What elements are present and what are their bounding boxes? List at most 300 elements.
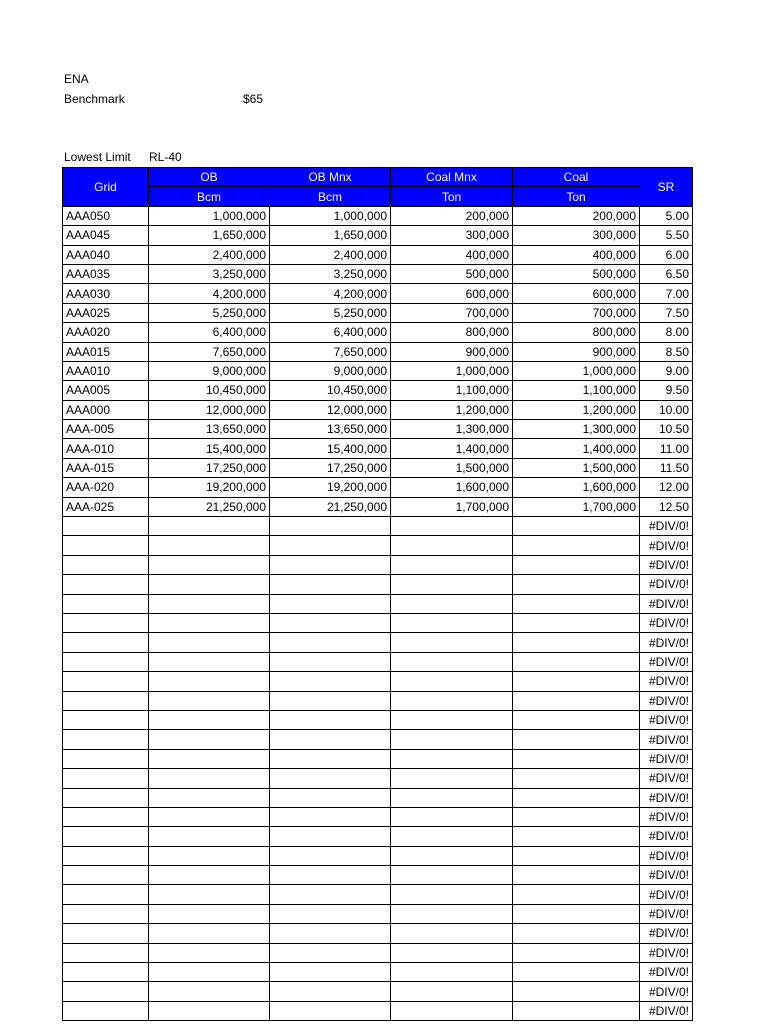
cell-coal-mnx xyxy=(391,769,513,788)
cell-coal-mnx: 1,600,000 xyxy=(391,478,513,497)
cell-ob-mnx: 1,000,000 xyxy=(270,206,391,225)
table-row xyxy=(63,730,693,749)
cell-sr: #DIV/0! xyxy=(640,866,693,885)
cell-grid: AAA005 xyxy=(63,381,149,400)
table-row xyxy=(63,264,693,283)
cell-coal: 400,000 xyxy=(513,245,640,264)
cell-coal xyxy=(513,613,640,632)
cell-coal-mnx xyxy=(391,594,513,613)
cell-grid xyxy=(63,555,149,574)
cell-coal-mnx xyxy=(391,1001,513,1020)
col-header-sr: SR xyxy=(640,168,693,207)
cell-coal xyxy=(513,517,640,536)
table-row xyxy=(63,710,693,729)
table-row xyxy=(63,885,693,904)
table-row xyxy=(63,517,693,536)
cell-coal: 900,000 xyxy=(513,342,640,361)
cell-grid: AAA-010 xyxy=(63,439,149,458)
cell-coal-mnx: 300,000 xyxy=(391,226,513,245)
cell-ob xyxy=(149,710,270,729)
cell-coal: 600,000 xyxy=(513,284,640,303)
cell-grid xyxy=(63,672,149,691)
cell-grid xyxy=(63,594,149,613)
cell-ob-mnx xyxy=(270,885,391,904)
cell-coal xyxy=(513,885,640,904)
cell-ob-mnx: 4,200,000 xyxy=(270,284,391,303)
cell-ob-mnx xyxy=(270,827,391,846)
unit-ob: Bcm xyxy=(149,187,270,206)
cell-grid: AAA-020 xyxy=(63,478,149,497)
col-header-coal-mnx: Coal Mnx xyxy=(391,168,513,187)
cell-ob-mnx xyxy=(270,904,391,923)
cell-grid xyxy=(63,924,149,943)
unit-coal: Ton xyxy=(513,187,640,206)
cell-coal xyxy=(513,788,640,807)
cell-sr: #DIV/0! xyxy=(640,943,693,962)
cell-coal: 1,300,000 xyxy=(513,420,640,439)
cell-ob: 1,650,000 xyxy=(149,226,270,245)
cell-ob-mnx xyxy=(270,846,391,865)
cell-coal-mnx xyxy=(391,866,513,885)
cell-coal: 500,000 xyxy=(513,264,640,283)
cell-ob-mnx: 15,400,000 xyxy=(270,439,391,458)
cell-coal xyxy=(513,749,640,768)
cell-ob xyxy=(149,575,270,594)
cell-ob xyxy=(149,788,270,807)
cell-ob xyxy=(149,594,270,613)
header-row-units xyxy=(63,187,693,206)
cell-sr: 7.00 xyxy=(640,284,693,303)
cell-ob: 2,400,000 xyxy=(149,245,270,264)
cell-ob-mnx xyxy=(270,749,391,768)
cell-ob-mnx xyxy=(270,769,391,788)
table-row xyxy=(63,749,693,768)
cell-coal-mnx: 1,400,000 xyxy=(391,439,513,458)
cell-grid xyxy=(63,691,149,710)
table-row xyxy=(63,924,693,943)
cell-sr: #DIV/0! xyxy=(640,575,693,594)
cell-grid: AAA025 xyxy=(63,303,149,322)
cell-coal-mnx xyxy=(391,691,513,710)
cell-coal-mnx xyxy=(391,633,513,652)
col-header-ob: OB xyxy=(149,168,270,187)
cell-coal: 1,500,000 xyxy=(513,458,640,477)
cell-sr: #DIV/0! xyxy=(640,827,693,846)
table-row xyxy=(63,769,693,788)
table-row xyxy=(63,672,693,691)
cell-coal-mnx xyxy=(391,807,513,826)
cell-ob: 4,200,000 xyxy=(149,284,270,303)
cell-ob xyxy=(149,749,270,768)
cell-grid xyxy=(63,749,149,768)
cell-sr: #DIV/0! xyxy=(640,672,693,691)
cell-sr: #DIV/0! xyxy=(640,633,693,652)
cell-sr: 8.50 xyxy=(640,342,693,361)
cell-ob xyxy=(149,904,270,923)
cell-ob: 17,250,000 xyxy=(149,458,270,477)
cell-grid: AAA050 xyxy=(63,206,149,225)
benchmark-label: Benchmark xyxy=(64,92,125,106)
cell-grid: AAA010 xyxy=(63,361,149,380)
cell-ob: 10,450,000 xyxy=(149,381,270,400)
cell-grid xyxy=(63,710,149,729)
cell-sr: #DIV/0! xyxy=(640,691,693,710)
table-row xyxy=(63,904,693,923)
cell-sr: #DIV/0! xyxy=(640,904,693,923)
table-row xyxy=(63,982,693,1001)
cell-coal: 1,000,000 xyxy=(513,361,640,380)
cell-ob-mnx xyxy=(270,943,391,962)
cell-coal-mnx: 1,000,000 xyxy=(391,361,513,380)
table-row xyxy=(63,652,693,671)
cell-sr: 7.50 xyxy=(640,303,693,322)
cell-grid: AAA035 xyxy=(63,264,149,283)
cell-coal-mnx: 1,700,000 xyxy=(391,497,513,516)
cell-coal xyxy=(513,730,640,749)
table-row xyxy=(63,943,693,962)
cell-coal xyxy=(513,807,640,826)
cell-grid xyxy=(63,652,149,671)
cell-coal-mnx xyxy=(391,517,513,536)
cell-ob-mnx: 2,400,000 xyxy=(270,245,391,264)
table-row xyxy=(63,303,693,322)
table-row xyxy=(63,827,693,846)
cell-grid xyxy=(63,943,149,962)
cell-coal-mnx: 1,300,000 xyxy=(391,420,513,439)
cell-ob-mnx xyxy=(270,672,391,691)
cell-ob xyxy=(149,536,270,555)
cell-coal xyxy=(513,904,640,923)
cell-grid xyxy=(63,633,149,652)
cell-sr: #DIV/0! xyxy=(640,730,693,749)
cell-coal xyxy=(513,827,640,846)
cell-ob xyxy=(149,885,270,904)
cell-ob-mnx xyxy=(270,517,391,536)
cell-coal-mnx xyxy=(391,672,513,691)
cell-coal xyxy=(513,652,640,671)
cell-grid xyxy=(63,885,149,904)
cell-coal xyxy=(513,710,640,729)
table-row xyxy=(63,206,693,225)
cell-ob-mnx xyxy=(270,575,391,594)
cell-ob-mnx: 17,250,000 xyxy=(270,458,391,477)
cell-coal-mnx xyxy=(391,943,513,962)
cell-sr: #DIV/0! xyxy=(640,885,693,904)
cell-coal-mnx: 900,000 xyxy=(391,342,513,361)
table-row xyxy=(63,691,693,710)
cell-sr: #DIV/0! xyxy=(640,982,693,1001)
table-row xyxy=(63,633,693,652)
cell-coal xyxy=(513,924,640,943)
cell-coal-mnx: 1,200,000 xyxy=(391,400,513,419)
cell-coal xyxy=(513,982,640,1001)
table-row xyxy=(63,497,693,516)
cell-ob xyxy=(149,807,270,826)
cell-grid: AAA-005 xyxy=(63,420,149,439)
cell-ob: 19,200,000 xyxy=(149,478,270,497)
cell-sr: #DIV/0! xyxy=(640,517,693,536)
cell-coal-mnx xyxy=(391,904,513,923)
cell-coal-mnx xyxy=(391,846,513,865)
cell-ob-mnx xyxy=(270,963,391,982)
cell-coal-mnx: 1,500,000 xyxy=(391,458,513,477)
cell-grid xyxy=(63,904,149,923)
cell-ob-mnx xyxy=(270,710,391,729)
cell-grid: AAA-025 xyxy=(63,497,149,516)
cell-coal-mnx xyxy=(391,536,513,555)
cell-coal-mnx: 500,000 xyxy=(391,264,513,283)
cell-coal xyxy=(513,536,640,555)
cell-sr: 12.50 xyxy=(640,497,693,516)
table-row xyxy=(63,478,693,497)
cell-ob-mnx xyxy=(270,633,391,652)
entity-label: ENA xyxy=(64,72,89,86)
cell-ob: 5,250,000 xyxy=(149,303,270,322)
cell-coal xyxy=(513,769,640,788)
cell-grid xyxy=(63,769,149,788)
cell-ob-mnx xyxy=(270,691,391,710)
cell-ob-mnx xyxy=(270,613,391,632)
cell-ob xyxy=(149,633,270,652)
cell-sr: 6.00 xyxy=(640,245,693,264)
cell-ob xyxy=(149,827,270,846)
cell-coal: 800,000 xyxy=(513,323,640,342)
cell-ob xyxy=(149,924,270,943)
cell-ob-mnx: 5,250,000 xyxy=(270,303,391,322)
header-row-top xyxy=(63,168,693,187)
cell-coal-mnx: 400,000 xyxy=(391,245,513,264)
cell-sr: #DIV/0! xyxy=(640,846,693,865)
cell-ob-mnx xyxy=(270,788,391,807)
cell-sr: 9.50 xyxy=(640,381,693,400)
cell-coal: 700,000 xyxy=(513,303,640,322)
cell-ob-mnx xyxy=(270,866,391,885)
cell-grid: AAA020 xyxy=(63,323,149,342)
table-row xyxy=(63,400,693,419)
cell-ob-mnx xyxy=(270,807,391,826)
cell-coal: 1,200,000 xyxy=(513,400,640,419)
cell-ob xyxy=(149,846,270,865)
cell-ob-mnx: 6,400,000 xyxy=(270,323,391,342)
cell-coal-mnx xyxy=(391,788,513,807)
cell-coal: 300,000 xyxy=(513,226,640,245)
cell-ob xyxy=(149,963,270,982)
table-row xyxy=(63,613,693,632)
cell-ob-mnx: 21,250,000 xyxy=(270,497,391,516)
cell-coal: 1,600,000 xyxy=(513,478,640,497)
cell-grid xyxy=(63,575,149,594)
cell-sr: #DIV/0! xyxy=(640,1001,693,1020)
cell-ob-mnx xyxy=(270,1001,391,1020)
cell-sr: 9.00 xyxy=(640,361,693,380)
cell-grid: AAA030 xyxy=(63,284,149,303)
cell-grid xyxy=(63,536,149,555)
cell-grid: AAA045 xyxy=(63,226,149,245)
cell-sr: 11.00 xyxy=(640,439,693,458)
cell-grid xyxy=(63,730,149,749)
table-row xyxy=(63,245,693,264)
cell-ob: 9,000,000 xyxy=(149,361,270,380)
cell-coal-mnx xyxy=(391,963,513,982)
cell-ob-mnx: 7,650,000 xyxy=(270,342,391,361)
cell-sr: #DIV/0! xyxy=(640,555,693,574)
cell-ob-mnx: 3,250,000 xyxy=(270,264,391,283)
cell-coal xyxy=(513,1001,640,1020)
table-row xyxy=(63,866,693,885)
cell-ob-mnx xyxy=(270,536,391,555)
cell-coal-mnx xyxy=(391,885,513,904)
cell-ob xyxy=(149,691,270,710)
cell-grid xyxy=(63,827,149,846)
cell-coal-mnx: 700,000 xyxy=(391,303,513,322)
cell-coal xyxy=(513,633,640,652)
cell-sr: #DIV/0! xyxy=(640,710,693,729)
cell-ob: 13,650,000 xyxy=(149,420,270,439)
table-row xyxy=(63,555,693,574)
table-row xyxy=(63,420,693,439)
cell-sr: #DIV/0! xyxy=(640,613,693,632)
table-row xyxy=(63,788,693,807)
cell-sr: 6.50 xyxy=(640,264,693,283)
cell-coal xyxy=(513,672,640,691)
cell-sr: #DIV/0! xyxy=(640,652,693,671)
cell-coal xyxy=(513,594,640,613)
cell-grid xyxy=(63,866,149,885)
cell-sr: 10.00 xyxy=(640,400,693,419)
cell-grid xyxy=(63,807,149,826)
cell-sr: 12.00 xyxy=(640,478,693,497)
cell-sr: #DIV/0! xyxy=(640,536,693,555)
cell-ob-mnx xyxy=(270,555,391,574)
cell-ob-mnx xyxy=(270,652,391,671)
cell-coal-mnx xyxy=(391,730,513,749)
cell-sr: #DIV/0! xyxy=(640,807,693,826)
table-row xyxy=(63,439,693,458)
cell-ob xyxy=(149,613,270,632)
cell-ob xyxy=(149,769,270,788)
lowest-limit-value: RL-40 xyxy=(149,150,182,164)
cell-coal: 1,100,000 xyxy=(513,381,640,400)
cell-coal-mnx: 600,000 xyxy=(391,284,513,303)
cell-coal xyxy=(513,691,640,710)
cell-ob xyxy=(149,555,270,574)
table-row xyxy=(63,536,693,555)
stripping-ratio-table xyxy=(62,167,693,1021)
cell-coal: 1,700,000 xyxy=(513,497,640,516)
cell-sr: 5.00 xyxy=(640,206,693,225)
cell-ob: 12,000,000 xyxy=(149,400,270,419)
col-header-grid: Grid xyxy=(63,168,149,207)
col-header-ob-mnx: OB Mnx xyxy=(270,168,391,187)
col-header-coal: Coal xyxy=(513,168,640,187)
cell-coal xyxy=(513,555,640,574)
cell-grid xyxy=(63,613,149,632)
cell-coal-mnx xyxy=(391,982,513,1001)
cell-coal-mnx xyxy=(391,652,513,671)
table-body xyxy=(63,206,693,1020)
cell-grid xyxy=(63,982,149,1001)
cell-ob xyxy=(149,672,270,691)
cell-grid xyxy=(63,846,149,865)
table-row xyxy=(63,594,693,613)
cell-ob xyxy=(149,943,270,962)
cell-sr: #DIV/0! xyxy=(640,788,693,807)
cell-ob xyxy=(149,517,270,536)
cell-ob-mnx: 19,200,000 xyxy=(270,478,391,497)
table-row xyxy=(63,458,693,477)
cell-sr: 8.00 xyxy=(640,323,693,342)
cell-ob xyxy=(149,652,270,671)
unit-ob-mnx: Bcm xyxy=(270,187,391,206)
cell-ob: 15,400,000 xyxy=(149,439,270,458)
cell-coal-mnx xyxy=(391,613,513,632)
unit-coal-mnx: Ton xyxy=(391,187,513,206)
cell-sr: 11.50 xyxy=(640,458,693,477)
cell-ob: 7,650,000 xyxy=(149,342,270,361)
cell-sr: #DIV/0! xyxy=(640,769,693,788)
cell-sr: #DIV/0! xyxy=(640,594,693,613)
cell-ob-mnx xyxy=(270,982,391,1001)
cell-coal-mnx: 1,100,000 xyxy=(391,381,513,400)
cell-grid: AAA040 xyxy=(63,245,149,264)
cell-ob xyxy=(149,730,270,749)
table-row xyxy=(63,807,693,826)
cell-coal xyxy=(513,846,640,865)
cell-sr: 5.50 xyxy=(640,226,693,245)
cell-ob-mnx: 10,450,000 xyxy=(270,381,391,400)
lowest-limit-label: Lowest Limit xyxy=(64,150,131,164)
cell-grid xyxy=(63,788,149,807)
table-row xyxy=(63,575,693,594)
cell-coal xyxy=(513,963,640,982)
cell-ob: 6,400,000 xyxy=(149,323,270,342)
cell-ob xyxy=(149,866,270,885)
cell-ob-mnx: 13,650,000 xyxy=(270,420,391,439)
cell-coal-mnx xyxy=(391,924,513,943)
cell-coal: 1,400,000 xyxy=(513,439,640,458)
cell-ob-mnx: 12,000,000 xyxy=(270,400,391,419)
cell-coal-mnx xyxy=(391,555,513,574)
table-row xyxy=(63,323,693,342)
cell-coal xyxy=(513,575,640,594)
benchmark-value: $65 xyxy=(243,92,264,106)
cell-coal-mnx xyxy=(391,749,513,768)
cell-ob: 1,000,000 xyxy=(149,206,270,225)
cell-coal xyxy=(513,866,640,885)
cell-ob: 3,250,000 xyxy=(149,264,270,283)
cell-ob: 21,250,000 xyxy=(149,497,270,516)
cell-ob-mnx xyxy=(270,924,391,943)
cell-ob xyxy=(149,982,270,1001)
cell-grid xyxy=(63,517,149,536)
cell-sr: #DIV/0! xyxy=(640,749,693,768)
cell-ob-mnx xyxy=(270,730,391,749)
cell-ob xyxy=(149,1001,270,1020)
cell-sr: #DIV/0! xyxy=(640,963,693,982)
cell-coal-mnx xyxy=(391,575,513,594)
table-row xyxy=(63,342,693,361)
cell-grid xyxy=(63,963,149,982)
cell-ob-mnx: 1,650,000 xyxy=(270,226,391,245)
table-row xyxy=(63,963,693,982)
table-row xyxy=(63,381,693,400)
cell-coal: 200,000 xyxy=(513,206,640,225)
table-row xyxy=(63,361,693,380)
cell-ob-mnx: 9,000,000 xyxy=(270,361,391,380)
table-row xyxy=(63,846,693,865)
cell-grid: AAA-015 xyxy=(63,458,149,477)
table-row xyxy=(63,284,693,303)
